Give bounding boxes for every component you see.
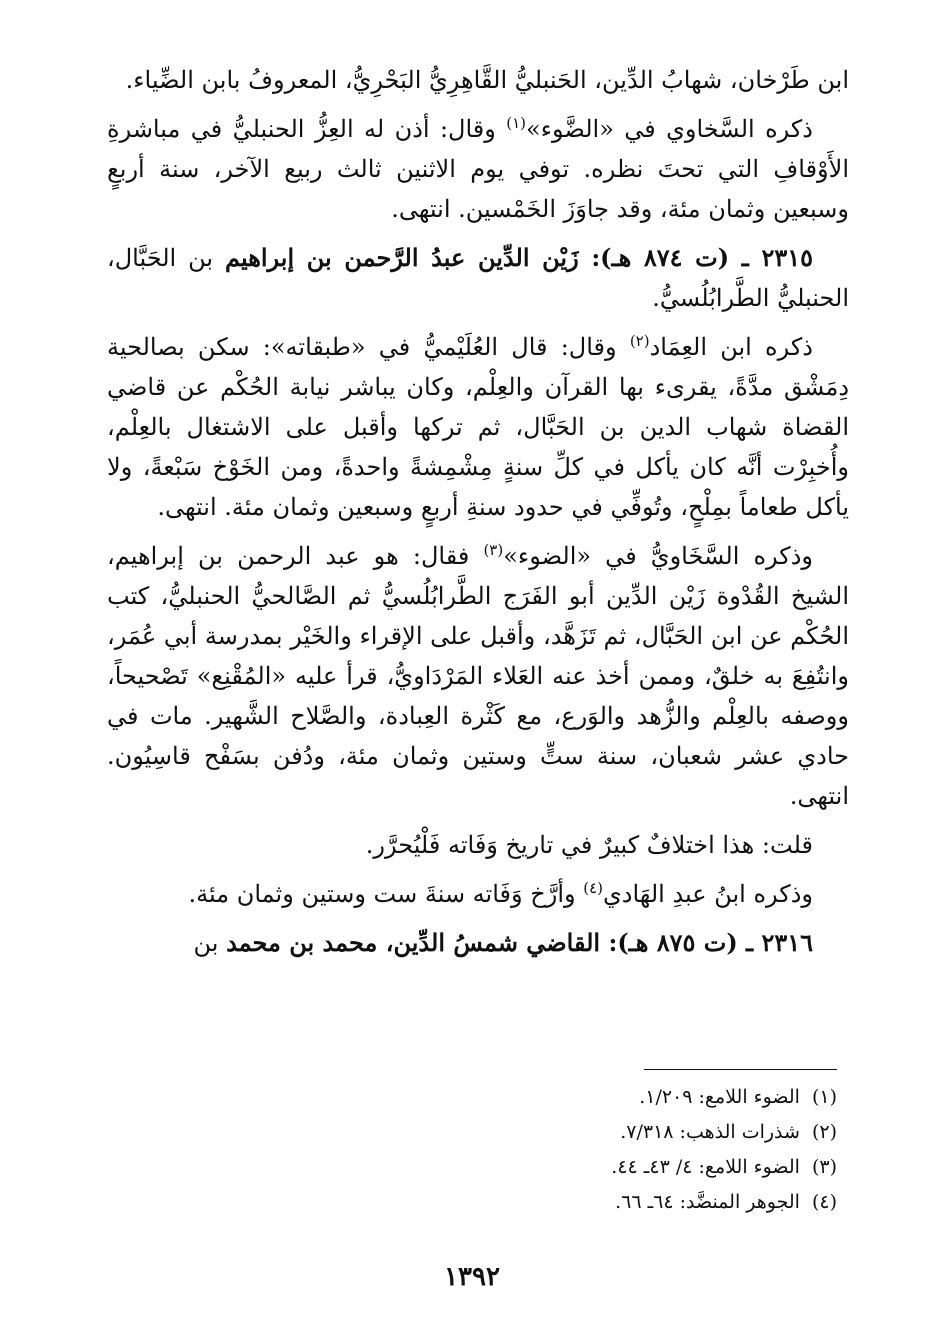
- page-number: ١٣٩٢: [444, 1262, 500, 1292]
- citation-paragraph: [107, 109, 849, 229]
- paragraph-text: ذكره السَّخاوي في «الضَّوء»: [526, 115, 813, 143]
- remark-paragraph: [107, 825, 849, 865]
- paragraph-text: وذكره السَّخَاويُّ في «الضوء»: [503, 542, 813, 570]
- main-text: [107, 60, 849, 963]
- paragraph-text: وقال: أذن له العِزُّ الحنبليُّ في مباشرةِ الأَوْقافِ التي تحتَ نظره. توفي يوم الاثنين ثالث ربيع الآخر، سنة أربعٍ وسبعين وثمان مئة، وقد جاوَزَ الخَمْسين. انتهى.: [107, 115, 849, 223]
- footnote-item: [337, 1115, 837, 1150]
- entry-heading: ٢٣١٥ ـ (ت ٨٧٤ هـ): زَيْن الدِّين عبدُ الرَّحمن بن إبراهيم: [224, 243, 814, 272]
- citation-paragraph: [107, 874, 849, 914]
- footnote-marker: (١): [506, 114, 527, 132]
- entry-heading-paragraph: [107, 238, 849, 318]
- paragraph-text: ابن طَرْخان، شهابُ الدِّين، الحَنبليُّ القَّاهِرِيُّ البَحْرِيُّ، المعروفُ بابن الضِّياء.: [125, 66, 849, 94]
- footnote-item: [337, 1185, 837, 1220]
- footnote-item: [337, 1080, 837, 1115]
- footnote-divider: [644, 1069, 837, 1070]
- footnote-marker: (٣): [483, 541, 504, 559]
- entry-heading: ٢٣١٦ ـ (ت ٨٧٥ هـ): القاضي شمسُ الدِّين، محمد بن محمد: [226, 928, 813, 957]
- footnote-text: الضوء اللامع: ١/٢٠٩.: [639, 1086, 800, 1108]
- paragraph-text: وذكره ابنُ عبدِ الهَادي: [602, 880, 813, 908]
- paragraph-text: وقال: قال العُلَيْميُّ في «طبقاته»: سكن بصالحية دِمَشْق مدَّةً، يقرىء بها القرآن والعِلْم، وكان يباشر نيابة الحُكْم عن قاضي القضاة شهاب الدين بن الحَبَّال، ثم تركها وأقبل على الاشتغال بالعِلْم، وأُخبِرْت أنَّه كان يأكل في كلِّ سنةٍ مِشْمِشةً واحدةً، ومن الخَوْخ سَبْعةً، ولا يأكل طعاماً بمِلْحٍ، وتُوفِّي في حدود سنةِ أربعٍ وسبعين وثمان مئة. انتهى.: [107, 333, 850, 521]
- footnote-number: (٢): [811, 1121, 837, 1143]
- footnotes: [337, 1080, 837, 1220]
- footnote-text: الضوء اللامع: ٤/ ٤٣ـ ٤٤.: [611, 1156, 800, 1178]
- paragraph-text: قلت: هذا اختلافٌ كبيرٌ في تاريخ وَفَاته فَلْيُحرَّر.: [365, 831, 813, 859]
- paragraph-text: بن: [193, 929, 227, 957]
- footnote-text: الجوهر المنضَّد: ٦٤ـ ٦٦.: [615, 1191, 800, 1213]
- paragraph-text: ذكره ابن العِمَاد: [649, 333, 813, 361]
- footnote-marker: (٤): [583, 879, 603, 897]
- footnote-marker: (٢): [629, 332, 650, 350]
- entry-heading-paragraph: [107, 923, 849, 963]
- footnote-text: شذرات الذهب: ٧/٣١٨.: [620, 1121, 800, 1143]
- footnote-number: (٤): [811, 1191, 837, 1213]
- citation-paragraph: [107, 536, 849, 816]
- footnote-number: (١): [811, 1086, 837, 1108]
- continuation-paragraph: [107, 60, 849, 100]
- footnote-item: [337, 1150, 837, 1185]
- paragraph-text: بن الحَبَّال، الحنبليُّ الطَّرابُلُسيُّ.: [107, 244, 849, 312]
- footnote-number: (٣): [811, 1156, 837, 1178]
- paragraph-text: فقال: هو عبد الرحمن بن إبراهيم، الشيخ القُدْوة زَيْن الدِّين أبو الفَرَج الطَّرابُلُسيُّ ثم الصَّالحيُّ الحنبليُّ، كتب الحُكْم عن ابن الحَبَّال، ثم تَزَهَّد، وأقبل على الإقراء والخَيْر بمدرسة أبي عُمَر، وانتُفِعَ به خلقٌ، وممن أخذ عنه العَلاء المَرْدَاويُّ، قرأ عليه «المُقْنِع» تَصْحيحاً، ووصفه بالعِلْم والزُّهد والوَرع، مع كَثْرة العِبادة، والصَّلاح الشَّهير. مات في حادي عشر شعبان، سنة ستٍّ وستين وثمان مئة، ودُفن بسَفْح قاسِيُون. انتهى.: [107, 542, 849, 810]
- paragraph-text: وأرَّخ وَفَاته سنةَ ست وستين وثمان مئة.: [188, 880, 584, 908]
- citation-paragraph: [107, 327, 849, 527]
